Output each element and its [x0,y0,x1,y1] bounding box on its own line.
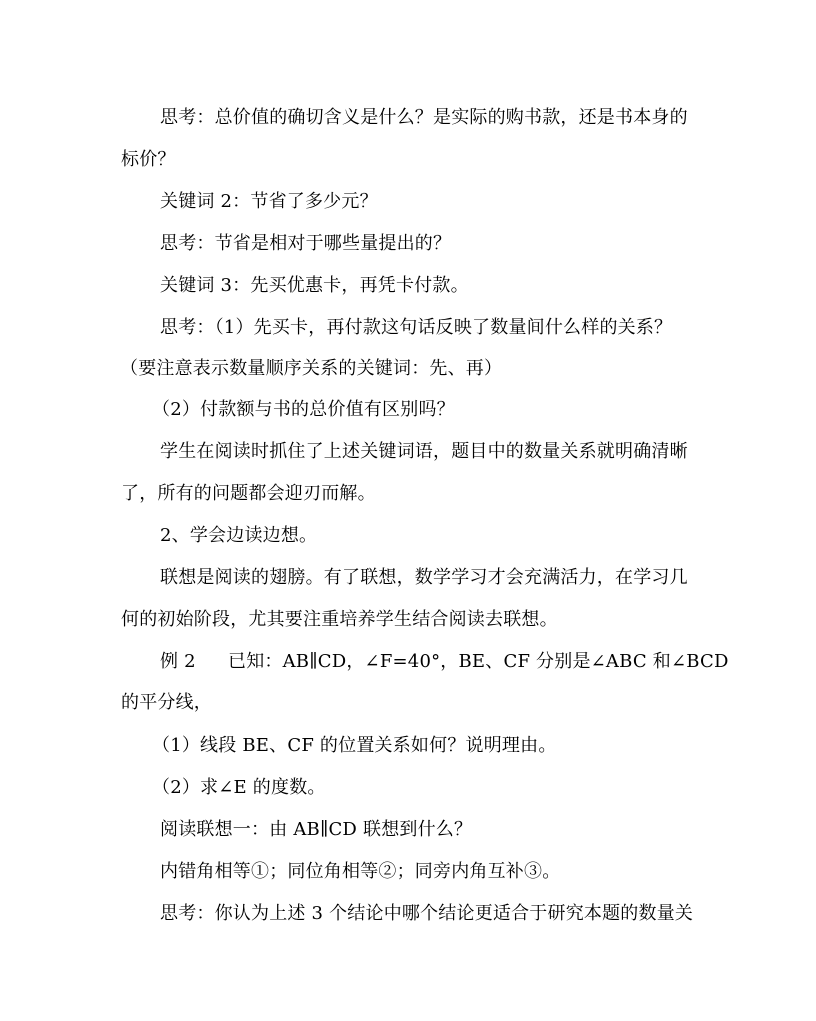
paragraph-line: 内错角相等①；同位角相等②；同旁内角互补③。 [160,861,561,882]
section-heading: 2、学会边读边想。 [160,525,318,546]
paragraph-line: 学生在阅读时抓住了上述关键词语，题目中的数量关系就明确清晰 [160,441,688,462]
paragraph-line: （2）付款额与书的总价值有区别吗？ [152,399,455,420]
paragraph-line: 思考：节省是相对于哪些量提出的？ [160,233,452,254]
example-statement: 已知：AB∥CD，∠F=40°，BE、CF 分别是∠ABC 和∠BCD [228,651,729,672]
paragraph-line: 思考：总价值的确切含义是什么？是实际的购书款，还是书本身的 [160,107,688,128]
paragraph-line: 标价？ [121,149,176,170]
question-line: （1）线段 BE、CF 的位置关系如何？说明理由。 [152,735,557,756]
question-line: （2）求∠E 的度数。 [152,777,326,798]
paragraph-line: 关键词 2：节省了多少元？ [160,191,378,212]
paragraph-line: （要注意表示数量顺序关系的关键词：先、再） [120,358,503,379]
paragraph-line: 关键词 3：先买优惠卡，再凭卡付款。 [160,275,469,296]
example-label: 例 2 [160,651,196,672]
paragraph-line: 联想是阅读的翅膀。有了联想，数学学习才会充满活力，在学习几 [160,567,688,588]
paragraph-line: 思考：你认为上述 3 个结论中哪个结论更适合于研究本题的数量关 [160,903,694,924]
paragraph-line: 的平分线， [121,692,212,713]
paragraph-line: 阅读联想一：由 AB∥CD 联想到什么？ [160,819,473,840]
paragraph-line: 思考：（1）先买卡，再付款这句话反映了数量间什么样的关系？ [160,317,673,338]
paragraph-line: 了，所有的问题都会迎刃而解。 [121,483,376,504]
paragraph-line: 何的初始阶段，尤其要注重培养学生结合阅读去联想。 [121,609,558,630]
